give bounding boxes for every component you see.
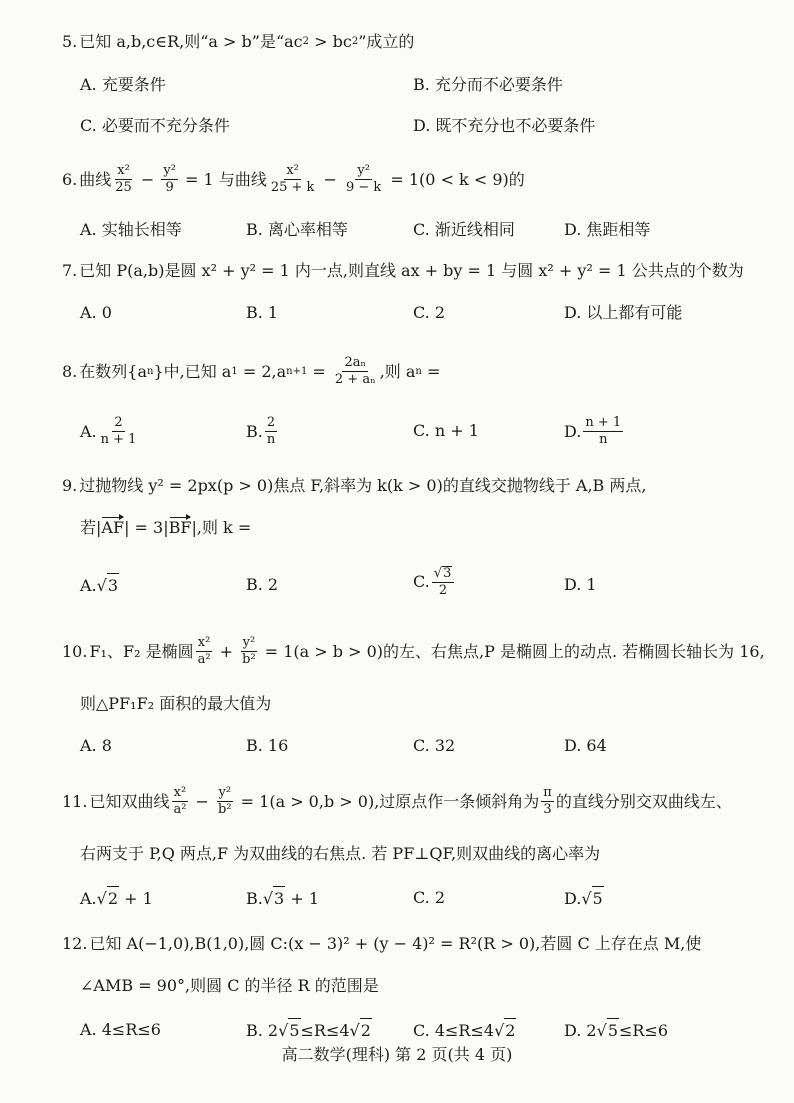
operator: − bbox=[135, 169, 160, 189]
stem-text: > bc bbox=[309, 32, 352, 51]
stem-text: 已知 a,b,c∈R,则“a > b”是“ac bbox=[79, 32, 303, 51]
denominator: 3 bbox=[543, 802, 552, 817]
denominator: n bbox=[266, 432, 276, 447]
option-text: ≤R≤6 bbox=[619, 1020, 669, 1040]
option-label: A. bbox=[80, 888, 97, 908]
option-text: + 1 bbox=[285, 888, 319, 908]
denominator: a² bbox=[173, 802, 187, 817]
stem-text: 已知双曲线 bbox=[89, 791, 170, 811]
operator: − bbox=[190, 791, 215, 811]
operator: − bbox=[318, 169, 342, 189]
q12-option-d bbox=[564, 1018, 668, 1043]
question-10-continuation: 则△PF₁F₂ 面积的最大值为 bbox=[80, 694, 272, 713]
stem-text: = 1 与曲线 bbox=[179, 169, 267, 189]
q10-option-c: C. 32 bbox=[413, 736, 456, 755]
numerator: x² bbox=[197, 635, 211, 650]
fraction bbox=[583, 416, 623, 447]
sqrt: √ 5 bbox=[597, 1018, 619, 1043]
question-12-stem bbox=[62, 932, 774, 956]
question-9-stem bbox=[62, 474, 774, 498]
numerator: y² bbox=[357, 163, 370, 178]
question-11-stem bbox=[62, 786, 774, 817]
q5-option-d: D. 既不充分也不必要条件 bbox=[413, 116, 596, 135]
q12-option-c bbox=[413, 1018, 516, 1043]
question-number: 9. bbox=[62, 476, 78, 495]
vector-bf: BF bbox=[169, 516, 192, 540]
denominator: 9 − k bbox=[345, 180, 382, 195]
numerator: y² bbox=[242, 635, 256, 650]
sqrt: √ 2 bbox=[350, 1018, 372, 1043]
denominator: b² bbox=[218, 802, 232, 817]
q9-option-d: D. 1 bbox=[564, 575, 597, 594]
radicand: 5 bbox=[288, 1018, 300, 1043]
option-label: D. bbox=[564, 888, 582, 908]
sqrt: √ 5 bbox=[581, 886, 603, 911]
option-label: A. bbox=[80, 575, 97, 595]
operator: + bbox=[214, 641, 239, 661]
fraction bbox=[240, 636, 258, 667]
question-6-stem bbox=[62, 164, 774, 195]
fraction bbox=[113, 164, 134, 195]
stem-text: 若| bbox=[80, 518, 102, 537]
q7-option-b: B. 1 bbox=[246, 303, 279, 322]
sqrt: √ 3 bbox=[263, 886, 285, 911]
radicand: 2 bbox=[360, 1018, 372, 1043]
stem-text: = 1(a > b > 0)的左、右焦点,P 是椭圆上的动点. 若椭圆长轴长为 16, bbox=[259, 641, 765, 661]
question-8-stem: 8. 在数列{a n }中,已知 a 1 = 2,a n+1 = $\frac{\text{2aₙ}}{\text{2 + aₙ}}$ ,则 a n = bbox=[62, 355, 441, 387]
q8-option-b bbox=[246, 416, 279, 447]
denominator: a² bbox=[197, 652, 211, 667]
q7-option-a: A. 0 bbox=[80, 303, 112, 322]
option-label: D. 2 bbox=[564, 1020, 597, 1040]
q10-option-d: D. 64 bbox=[564, 736, 607, 755]
radicand: 5 bbox=[592, 886, 604, 911]
q9-option-b: B. 2 bbox=[246, 575, 279, 594]
question-11-continuation: 右两支于 P,Q 两点,F 为双曲线的右焦点. 若 PF⊥QF,则双曲线的离心率为 bbox=[80, 844, 601, 863]
numerator: y² bbox=[163, 163, 176, 178]
page-footer: 高二数学(理科) 第 2 页(共 4 页) bbox=[281, 1045, 513, 1064]
q8-option-d bbox=[564, 416, 625, 447]
q9-option-c bbox=[413, 566, 456, 598]
question-number: 8. bbox=[62, 361, 78, 381]
denominator: 25 + k bbox=[270, 180, 315, 195]
stem-text: 在数列{a bbox=[79, 361, 147, 381]
q10-option-b: B. 16 bbox=[246, 736, 289, 755]
stem-text: }中,已知 a bbox=[153, 361, 232, 381]
denominator: b² bbox=[242, 652, 256, 667]
q11-option-b bbox=[246, 886, 319, 911]
denominator: 2 bbox=[438, 583, 448, 598]
option-label: B. 2 bbox=[246, 1020, 279, 1040]
numerator: 2 bbox=[266, 415, 276, 430]
denominator: n bbox=[599, 432, 608, 447]
radicand: 2 bbox=[504, 1018, 516, 1043]
q11-option-a bbox=[80, 886, 153, 911]
stem-text: 已知 A(−1,0),B(1,0),圆 C:(x − 3)² + (y − 4)² = R²(R > 0),若圆 C 上存在点 M,使 bbox=[89, 934, 702, 953]
option-text: ≤R≤4 bbox=[300, 1020, 350, 1040]
q8-option-c: C. n + 1 bbox=[413, 421, 479, 440]
radicand: 3 bbox=[273, 886, 285, 911]
numerator: 2aₙ bbox=[344, 355, 367, 370]
denominator: 2 + aₙ bbox=[334, 372, 376, 387]
numerator: y² bbox=[218, 785, 232, 800]
fraction bbox=[432, 566, 455, 598]
sqrt: √ 2 bbox=[494, 1018, 516, 1043]
question-number: 10. bbox=[62, 641, 88, 661]
numerator: π bbox=[543, 785, 552, 800]
option-label: C. bbox=[413, 572, 430, 591]
q6-option-d: D. 焦距相等 bbox=[564, 220, 651, 239]
question-5-stem: 5. 已知 a,b,c∈R,则“a > b”是“ac 2 > bc 2 ”成立的 bbox=[62, 30, 774, 54]
radicand: 3 bbox=[107, 573, 119, 598]
q12-option-b bbox=[246, 1018, 372, 1043]
numerator: x² bbox=[173, 785, 187, 800]
fraction bbox=[333, 356, 378, 387]
numerator: 2 bbox=[114, 415, 123, 430]
numerator: x² bbox=[117, 163, 130, 178]
q7-option-c: C. 2 bbox=[413, 303, 446, 322]
fraction bbox=[196, 636, 213, 667]
q9-option-a bbox=[80, 573, 119, 598]
option-label: B. bbox=[246, 421, 263, 441]
fraction bbox=[161, 164, 178, 195]
radicand: 2 bbox=[107, 886, 119, 911]
fraction bbox=[344, 164, 383, 195]
stem-text: = 1(0 < k < 9)的 bbox=[385, 169, 525, 189]
q8-option-a bbox=[80, 416, 140, 447]
sqrt: √ 3 bbox=[433, 566, 452, 581]
question-number: 11. bbox=[62, 791, 88, 811]
numerator: x² bbox=[286, 163, 299, 178]
question-12-continuation: ∠AMB = 90°,则圆 C 的半径 R 的范围是 bbox=[80, 976, 379, 995]
q11-option-d bbox=[564, 886, 604, 911]
question-number: 12. bbox=[62, 934, 88, 953]
q11-option-c: C. 2 bbox=[413, 888, 446, 907]
fraction bbox=[99, 416, 139, 447]
q10-option-a: A. 8 bbox=[80, 736, 112, 755]
stem-text: 已知 P(a,b)是圆 x² + y² = 1 内一点,则直线 ax + by = 1 与圆 x² + y² = 1 公共点的个数为 bbox=[79, 261, 744, 280]
sqrt: √ 2 bbox=[97, 886, 119, 911]
stem-text: ,则 a bbox=[379, 361, 416, 381]
question-number: 6. bbox=[62, 169, 78, 189]
option-label: C. 4≤R≤4 bbox=[413, 1020, 495, 1040]
option-text: + 1 bbox=[119, 888, 153, 908]
stem-text: = bbox=[421, 361, 441, 381]
denominator: n + 1 bbox=[100, 432, 137, 447]
numerator: n + 1 bbox=[585, 415, 622, 430]
stem-text: F₁、F₂ 是椭圆 bbox=[89, 641, 194, 661]
stem-text: ”成立的 bbox=[358, 32, 415, 51]
q6-option-c: C. 渐近线相同 bbox=[413, 220, 515, 239]
stem-text: 的直线分别交双曲线左、 bbox=[555, 791, 732, 811]
stem-text: = 1(a > 0,b > 0),过原点作一条倾斜角为 bbox=[235, 791, 540, 811]
q6-option-a: A. 实轴长相等 bbox=[80, 220, 182, 239]
radicand: 3 bbox=[443, 566, 452, 581]
question-10-stem bbox=[62, 636, 774, 667]
stem-text: = 2,a bbox=[237, 361, 287, 381]
denominator: 25 bbox=[115, 180, 132, 195]
q5-option-b: B. 充分而不必要条件 bbox=[413, 75, 563, 94]
sqrt: √ 5 bbox=[278, 1018, 300, 1043]
stem-text: 曲线 bbox=[79, 169, 112, 189]
radicand: 5 bbox=[607, 1018, 619, 1043]
fraction bbox=[269, 164, 317, 195]
stem-text: = bbox=[307, 361, 331, 381]
stem-text: |,则 k = bbox=[191, 518, 252, 537]
q5-option-c: C. 必要而不充分条件 bbox=[80, 116, 230, 135]
denominator: 9 bbox=[165, 180, 174, 195]
sqrt: √ 3 bbox=[97, 573, 119, 598]
q6-option-b: B. 离心率相等 bbox=[246, 220, 348, 239]
stem-text: 过抛物线 y² = 2px(p > 0)焦点 F,斜率为 k(k > 0)的直线交抛物线于 A,B 两点, bbox=[79, 476, 647, 495]
q7-option-d: D. 以上都有可能 bbox=[564, 303, 683, 322]
option-label: B. bbox=[246, 888, 263, 908]
question-number: 5. bbox=[62, 32, 78, 51]
stem-text: | = 3| bbox=[124, 518, 169, 537]
question-7-stem bbox=[62, 259, 774, 283]
fraction bbox=[265, 416, 277, 447]
fraction bbox=[171, 786, 188, 817]
question-9-continuation bbox=[80, 516, 774, 540]
fraction bbox=[541, 786, 554, 817]
fraction bbox=[216, 786, 234, 817]
q12-option-a: A. 4≤R≤6 bbox=[80, 1020, 161, 1039]
question-number: 7. bbox=[62, 261, 78, 280]
q5-option-a: A. 充要条件 bbox=[80, 75, 166, 94]
option-label: D. bbox=[564, 421, 582, 441]
option-label: A. bbox=[80, 421, 97, 441]
vector-af: AF bbox=[101, 516, 124, 540]
